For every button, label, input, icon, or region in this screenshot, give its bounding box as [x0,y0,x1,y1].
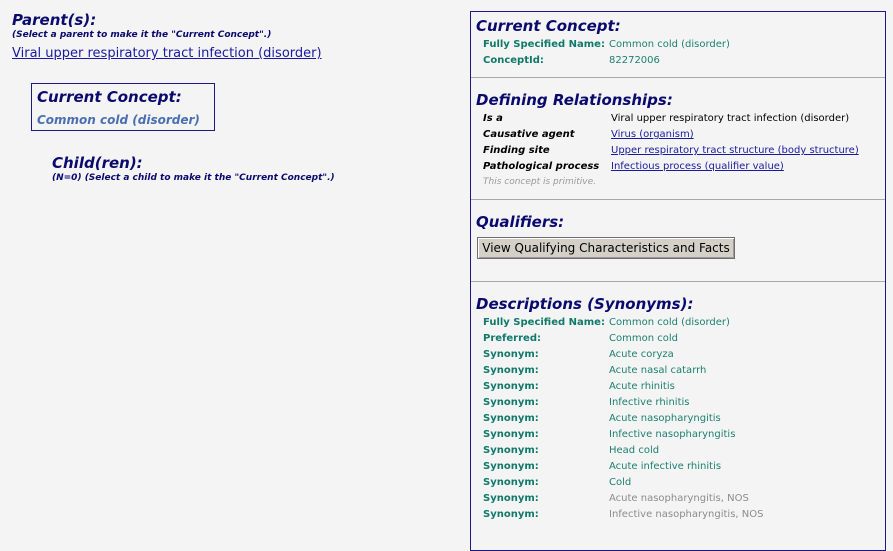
relationship-target-link[interactable]: Virus (organism) [611,129,694,140]
qualifiers-section-heading: Qualifiers: [476,213,565,231]
concept-section-heading: Current Concept: [476,17,621,35]
description-term: Common cold [609,333,678,344]
description-type-label: Synonym: [483,413,539,424]
description-term: Acute rhinitis [609,381,675,392]
description-type-label: Fully Specified Name: [483,317,605,328]
description-term: Acute infective rhinitis [609,461,722,472]
description-type-label: Synonym: [483,349,539,360]
description-type-label: Synonym: [483,445,539,456]
parents-hint: (Select a parent to make it the "Current Concept".) [12,30,272,40]
description-type-label: Preferred: [483,333,541,344]
parents-heading: Parent(s): [12,11,97,29]
description-term: Common cold (disorder) [609,317,730,328]
description-term: Acute coryza [609,349,674,360]
relationship-target-link[interactable]: Infectious process (qualifier value) [611,161,784,172]
description-type-label: Synonym: [483,429,539,440]
description-type-label: Synonym: [483,493,539,504]
view-qualifiers-button[interactable]: View Qualifying Characteristics and Facts [477,237,735,259]
relationship-type: Pathological process [483,161,600,172]
description-term: Acute nasopharyngitis, NOS [609,493,749,504]
parent-link[interactable]: Viral upper respiratory tract infection (disorder) [12,46,322,61]
description-type-label: Synonym: [483,365,539,376]
concept-detail-panel [470,11,886,551]
description-term: Cold [609,477,632,488]
relationship-type: Finding site [483,145,550,156]
conceptid-label: ConceptId: [483,55,544,66]
section-divider [471,199,885,200]
description-type-label: Synonym: [483,477,539,488]
description-term: Head cold [609,445,660,456]
children-heading: Child(ren): [52,154,143,172]
description-term: Infective rhinitis [609,397,690,408]
current-concept-heading: Current Concept: [37,88,182,106]
children-hint: (N=0) (Select a child to make it the "Current Concept".) [52,173,335,183]
description-type-label: Synonym: [483,381,539,392]
description-type-label: Synonym: [483,509,539,520]
description-term: Infective nasopharyngitis, NOS [609,509,764,520]
current-concept-box [31,83,215,131]
description-type-label: Synonym: [483,397,539,408]
fsn-value: Common cold (disorder) [609,39,730,50]
section-divider [471,281,885,282]
conceptid-value: 82272006 [609,55,660,66]
relationships-section-heading: Defining Relationships: [476,91,673,109]
relationship-type: Causative agent [483,129,575,140]
current-concept-name: Common cold (disorder) [37,113,200,127]
relationship-target-link[interactable]: Upper respiratory tract structure (body structure) [611,145,859,156]
primitive-note: This concept is primitive. [483,177,596,187]
description-term: Acute nasopharyngitis [609,413,721,424]
descriptions-section-heading: Descriptions (Synonyms): [476,295,694,313]
description-type-label: Synonym: [483,461,539,472]
description-term: Infective nasopharyngitis [609,429,736,440]
description-term: Acute nasal catarrh [609,365,707,376]
fsn-label: Fully Specified Name: [483,39,605,50]
relationship-type: Is a [483,113,503,124]
relationship-target: Viral upper respiratory tract infection (disorder) [611,113,850,124]
section-divider [471,77,885,78]
